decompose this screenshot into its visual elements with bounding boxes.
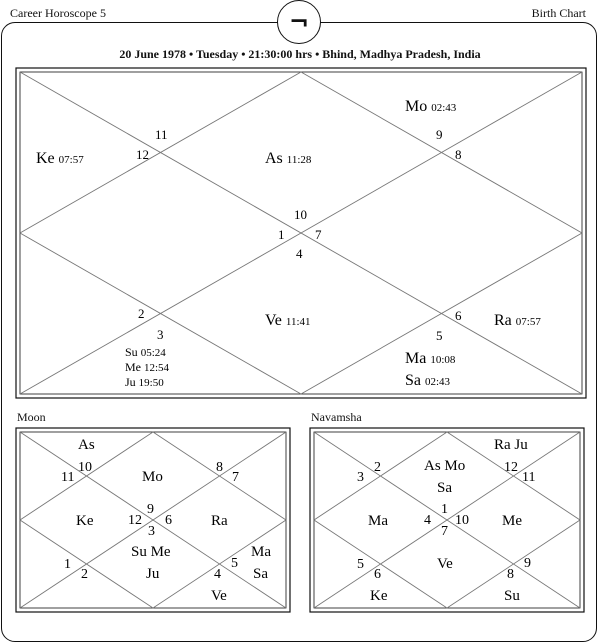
planet-as: As — [78, 437, 95, 453]
sign-number: 1 — [64, 557, 71, 572]
sign-number: 5 — [436, 328, 443, 343]
sign-number: 11 — [155, 127, 168, 142]
sign-number: 9 — [147, 502, 154, 517]
planet-ju: Ju — [146, 566, 160, 582]
planet-ra: Ra 07:57 — [494, 312, 541, 329]
planet-ma: Ma — [251, 544, 271, 560]
planet-ma: Ma 10:08 — [405, 350, 456, 367]
sign-number: 6 — [165, 513, 172, 528]
sign-number: 1 — [278, 227, 285, 242]
moon-chart-grid — [16, 428, 290, 612]
sign-number: 8 — [507, 567, 514, 582]
planet-me: Me 12:54 — [125, 360, 170, 374]
sign-number: 3 — [357, 470, 364, 485]
navamsha-chart-grid — [310, 428, 584, 612]
planet-ra-ju: Ra Ju — [494, 437, 528, 453]
main-chart-grid — [16, 68, 586, 398]
sign-number: 7 — [441, 524, 448, 539]
sign-number: 10 — [294, 207, 307, 222]
sign-number: 7 — [232, 470, 239, 485]
moon-chart-title: Moon — [17, 410, 46, 424]
sign-number: 9 — [524, 556, 531, 571]
planet-ke: Ke 07:57 — [36, 150, 84, 167]
planet-ke: Ke — [370, 588, 388, 604]
sign-number: 12 — [136, 147, 149, 162]
sign-number: 12 — [504, 460, 518, 475]
planet-ju: Ju 19:50 — [125, 375, 164, 389]
sign-number: 10 — [78, 460, 92, 475]
logo-icon: ¬ — [277, 0, 321, 44]
planet-su: Su — [504, 588, 520, 604]
sign-number: 1 — [441, 502, 448, 517]
sign-number: 10 — [455, 513, 469, 528]
sign-number: 8 — [455, 147, 462, 162]
sign-number: 4 — [214, 567, 221, 582]
sign-number: 2 — [81, 567, 88, 582]
sign-number: 11 — [61, 470, 75, 485]
sign-number: 7 — [315, 227, 322, 242]
planet-su-me: Su Me — [131, 544, 171, 560]
planet-ma: Ma — [368, 513, 388, 529]
planet-ra: Ra — [211, 513, 228, 529]
sign-number: 5 — [231, 556, 238, 571]
planet-su: Su 05:24 — [125, 345, 166, 359]
planet-sa: Sa — [253, 566, 268, 582]
sign-number: 12 — [128, 513, 142, 528]
planet-ke: Ke — [76, 513, 94, 529]
planet-ve: Ve — [437, 556, 453, 572]
main-chart-planets — [36, 98, 541, 389]
sign-number: 2 — [138, 306, 145, 321]
chart-type-label: Birth Chart — [531, 6, 586, 20]
sign-number: 9 — [436, 127, 443, 142]
planet-mo: Mo 02:43 — [405, 98, 457, 115]
birth-details: 20 June 1978 • Tuesday • 21:30:00 hrs • Bhind, Madhya Pradesh, India — [119, 47, 481, 61]
sign-number: 8 — [216, 460, 223, 475]
planet-as-mo: As Mo — [424, 458, 466, 474]
sign-number: 3 — [157, 327, 164, 342]
sign-number: 6 — [455, 308, 462, 323]
planet-me: Me — [502, 513, 522, 529]
navamsha-chart-title: Navamsha — [311, 410, 362, 424]
planet-mo: Mo — [142, 469, 163, 485]
planet-sa: Sa — [437, 480, 452, 496]
sign-number: 4 — [424, 513, 431, 528]
sign-number: 11 — [522, 470, 536, 485]
sign-number: 5 — [357, 557, 364, 572]
report-title: Career Horoscope 5 — [10, 6, 106, 20]
sign-number: 2 — [374, 460, 381, 475]
planet-sa: Sa 02:43 — [405, 372, 451, 389]
sign-number: 4 — [296, 246, 303, 261]
planet-ve: Ve — [211, 588, 227, 604]
planet-ve: Ve 11:41 — [265, 312, 311, 329]
sign-number: 3 — [148, 524, 155, 539]
planet-as: As 11:28 — [265, 150, 312, 167]
sign-number: 6 — [374, 567, 381, 582]
